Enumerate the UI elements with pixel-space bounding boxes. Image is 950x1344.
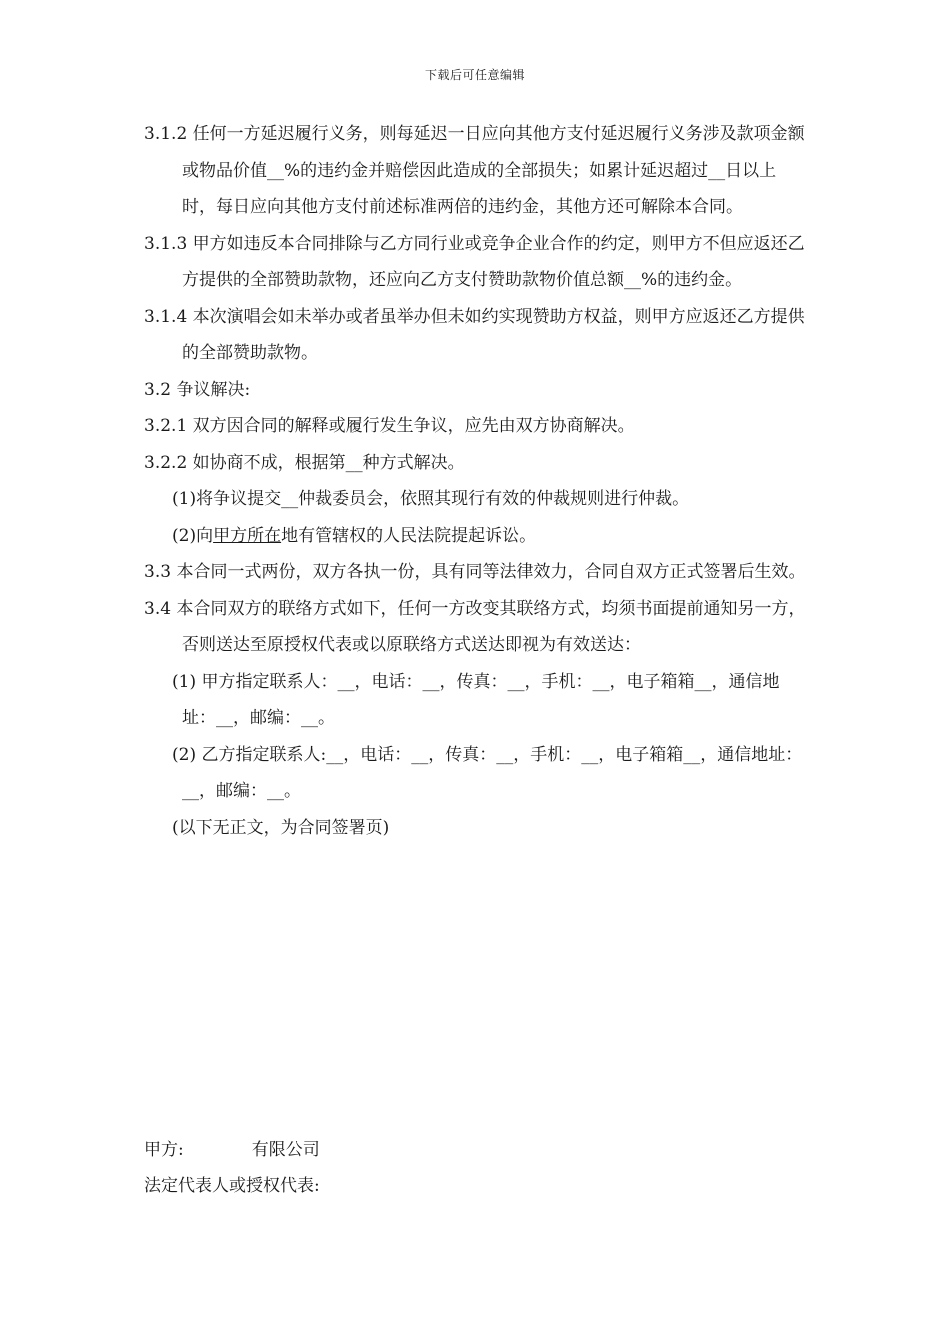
clause-3-2-heading: 3.2 争议解决: [144, 379, 251, 400]
contact-party-b: (2) 乙方指定联系人:__，电话：__，传真：__，手机：__，电子箱箱__，通信地址：__，邮编：__。 [172, 744, 803, 801]
clause-3-4: 3.4 本合同双方的联络方式如下，任何一方改变其联络方式，均须书面提前通知另一方，否则送达至原授权代表或以原联络方式送达即视为有效送达： [144, 598, 806, 655]
litigation-suffix: 地有管辖权的人民法院提起诉讼。 [281, 525, 537, 546]
party-a-company: 有限公司 [251, 1140, 320, 1160]
contract-body [144, 116, 810, 846]
no-further-text-note: (以下无正文，为合同签署页) [172, 817, 390, 838]
litigation-underlined-text: 甲方所在 [213, 525, 282, 546]
clause-3-1-2: 3.1.2 任何一方延迟履行义务，则每延迟一日应向其他方支付延迟履行义务涉及款项金额或物品价值__%的违约金并赔偿因此造成的全部损失；如累计延迟超过__日以上时，每日应向其他方支付前述标准两倍的违约金，其他方还可解除本合同。 [144, 124, 805, 217]
page-header-note: 下载后可任意编辑 [424, 68, 525, 82]
representative-row: 法定代表人或授权代表: [144, 1176, 320, 1196]
party-a-row [144, 1132, 320, 1168]
clause-3-2-1: 3.2.1 双方因合同的解释或履行发生争议，应先由双方协商解决。 [144, 416, 635, 436]
dispute-option-litigation [144, 518, 810, 555]
clause-3-2-2: 3.2.2 如协商不成，根据第__种方式解决。 [144, 452, 465, 473]
party-a-label: 甲方: [144, 1140, 184, 1160]
dispute-option-arbitration: (1)将争议提交__仲裁委员会，依照其现行有效的仲裁规则进行仲裁。 [172, 489, 690, 509]
clause-3-3: 3.3 本合同一式两份，双方各执一份，具有同等法律效力，合同自双方正式签署后生效。 [144, 562, 806, 582]
signature-block [144, 1132, 320, 1204]
clause-3-1-3: 3.1.3 甲方如违反本合同排除与乙方同行业或竞争企业合作的约定，则甲方不但应返还乙方提供的全部赞助款物，还应向乙方支付赞助款物价值总额__%的违约金。 [144, 233, 805, 290]
clause-3-1-4: 3.1.4 本次演唱会如未举办或者虽举办但未如约实现赞助方权益，则甲方应返还乙方提供的全部赞助款物。 [144, 306, 805, 363]
contact-party-a: (1) 甲方指定联系人：__，电话：__，传真：__，手机：__，电子箱箱__，通信地址：__，邮编：__。 [172, 671, 780, 728]
litigation-prefix: (2)向 [172, 525, 214, 546]
